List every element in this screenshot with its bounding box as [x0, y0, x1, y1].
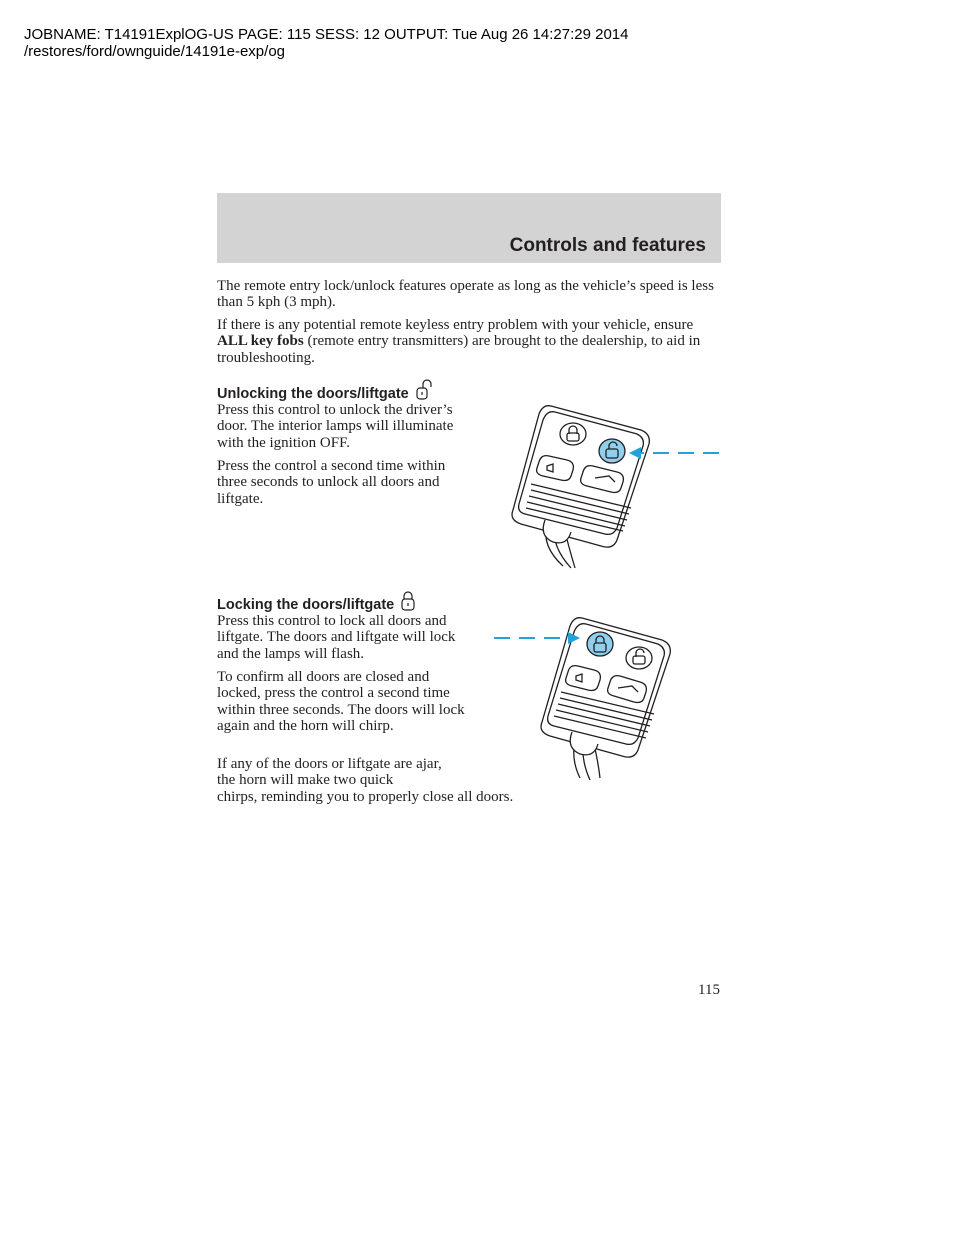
lock-icon: [401, 590, 415, 612]
intro-paragraph-1: The remote entry lock/unlock features operate as long as the vehicle’s speed is less than 5 kph (3 mph).: [217, 278, 714, 311]
unlock-icon: [416, 379, 432, 401]
lock-heading: [217, 590, 415, 613]
section-header-band: [217, 193, 721, 263]
lock-paragraph-3-line-a: If any of the doors or liftgate are ajar, the horn will make two quick: [217, 756, 442, 789]
lock-paragraph-1: Press this control to lock all doors and liftgate. The doors and liftgate will lock and the lamps will flash.: [217, 613, 456, 662]
unlock-heading-text: Unlocking the doors/liftgate: [217, 386, 409, 402]
intro-p2-text-before: If there is any potential remote keyless entry problem with your vehicle, ensure: [217, 317, 694, 333]
job-header: [24, 26, 628, 60]
lock-paragraph-2: To confirm all doors are closed and locked, press the control a second time within three seconds. The doors will lock again and the horn will chirp.: [217, 669, 465, 735]
intro-p2-text-after: (remote entry transmitters) are brought to the dealership, to aid in troubleshooting.: [217, 333, 701, 366]
job-header-line2: /restores/ford/ownguide/14191e-exp/og: [24, 43, 286, 60]
unlock-paragraph-1: Press this control to unlock the driver’s door. The interior lamps will illuminate with the ignition OFF.: [217, 402, 454, 451]
intro-p2-bold: ALL key fobs: [217, 333, 304, 350]
key-fob-lock-illustration: [490, 612, 680, 784]
lock-paragraph-3-line-b: chirps, reminding you to properly close all doors.: [217, 788, 514, 805]
key-fob-unlock-illustration: [505, 400, 725, 572]
page-number: 115: [698, 982, 720, 998]
lock-heading-text: Locking the doors/liftgate: [217, 597, 395, 613]
job-header-line1: JOBNAME: T14191ExplOG-US PAGE: 115 SESS: 12 OUTPUT: Tue Aug 26 14:27:29 2014: [24, 26, 629, 43]
unlock-paragraph-2: Press the control a second time within three seconds to unlock all doors and liftgate.: [217, 458, 446, 507]
intro-paragraph-2: [217, 317, 721, 366]
unlock-heading: [217, 379, 432, 402]
section-title: Controls and features: [509, 235, 706, 256]
